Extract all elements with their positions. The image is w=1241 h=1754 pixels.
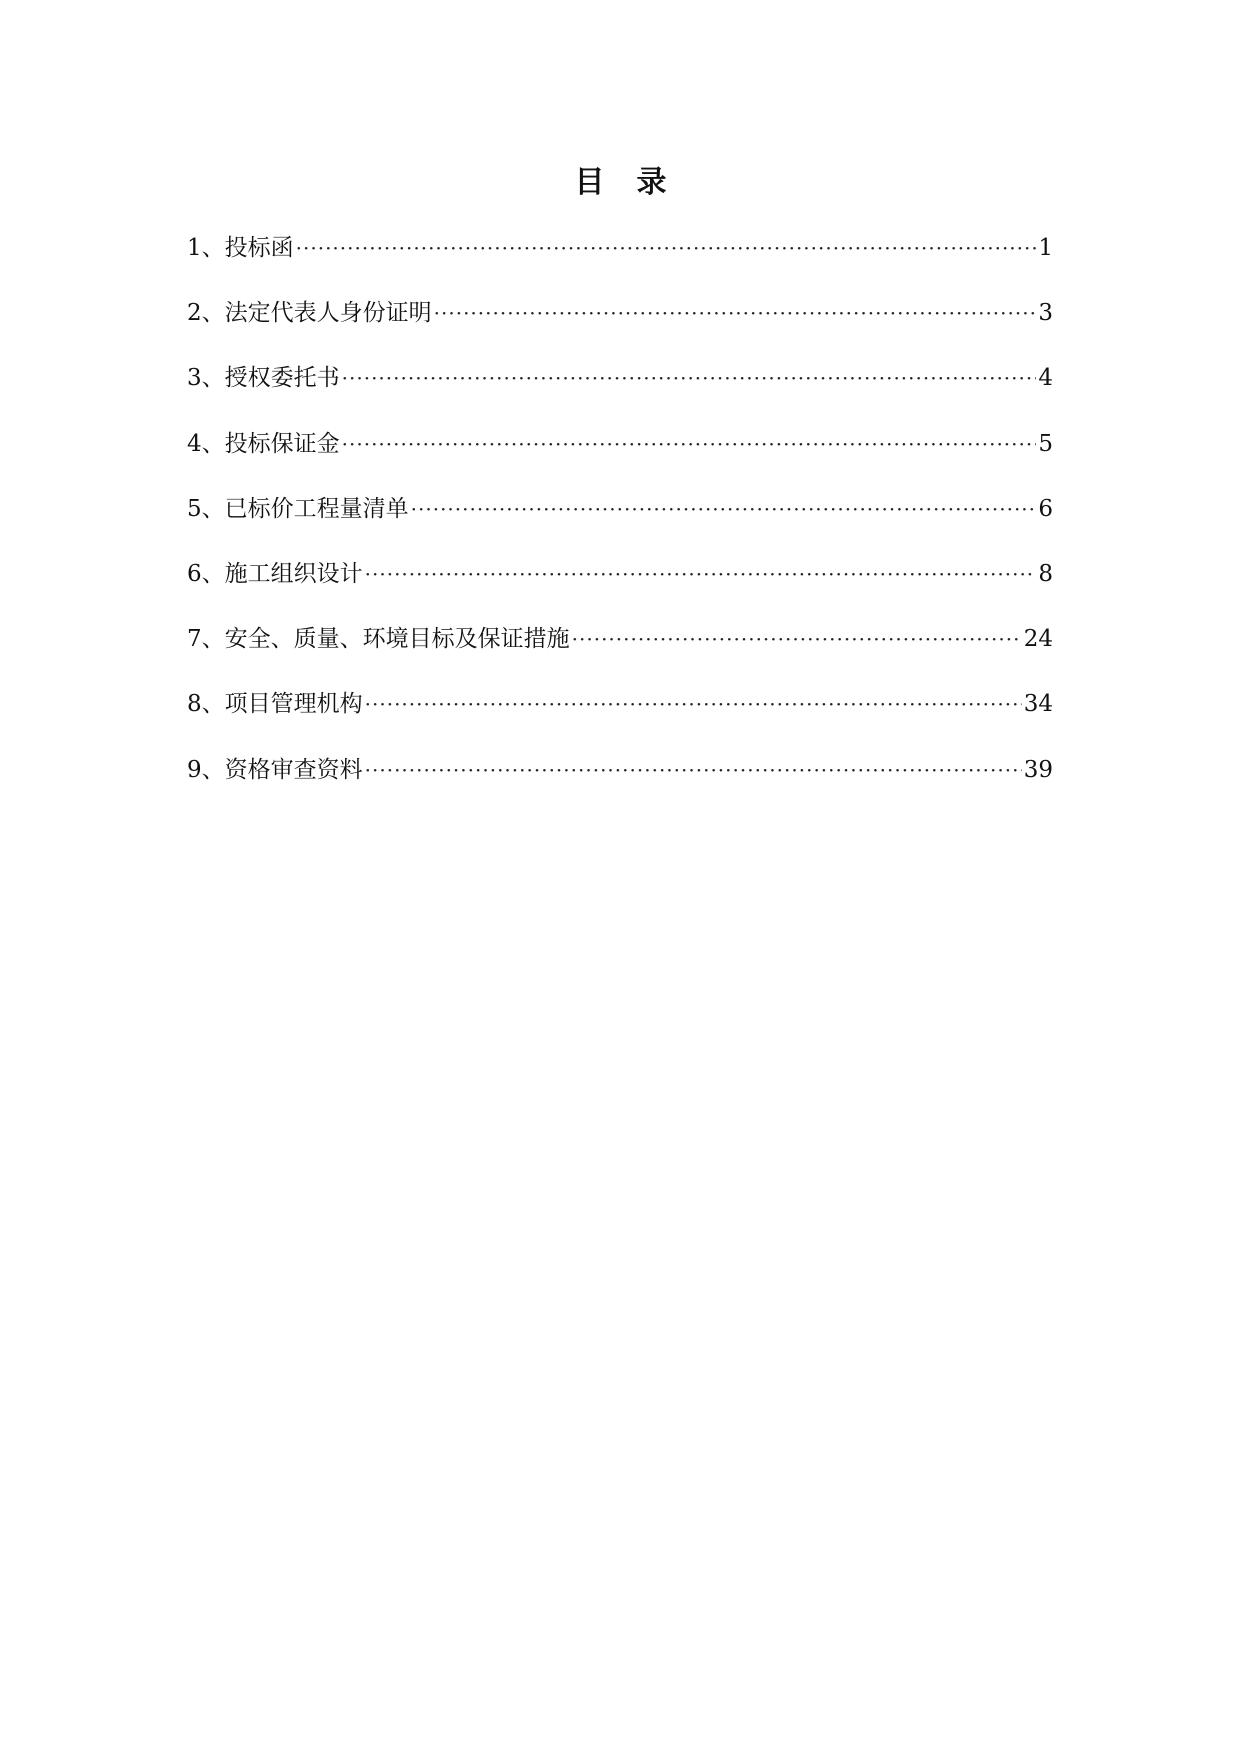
dot-leader <box>342 424 1037 464</box>
toc-entry-page: 34 <box>1023 691 1053 718</box>
toc-entry-label: 1、投标函 <box>187 235 294 261</box>
toc-entry-label: 3、授权委托书 <box>187 365 340 392</box>
dot-leader <box>434 293 1037 333</box>
dot-leader <box>411 489 1037 529</box>
toc-entry[interactable] <box>187 424 1053 489</box>
toc-entry-label: 5、已标价工程量清单 <box>187 495 409 522</box>
dot-leader <box>296 228 1037 268</box>
dot-leader <box>342 358 1037 398</box>
toc-entry-label: 7、安全、质量、环境目标及保证措施 <box>187 626 570 653</box>
dot-leader <box>365 684 1022 724</box>
toc-entry-page: 5 <box>1038 430 1053 457</box>
toc-entry[interactable] <box>187 228 1053 293</box>
toc-entry-label: 9、资格审查资料 <box>187 756 363 783</box>
toc-entry-label: 2、法定代表人身份证明 <box>187 300 432 327</box>
toc-entry-page: 1 <box>1038 235 1053 261</box>
toc-entry[interactable] <box>187 554 1053 619</box>
toc-entry-page: 6 <box>1038 495 1053 522</box>
toc-entry[interactable] <box>187 489 1053 554</box>
toc-entry[interactable] <box>187 684 1053 749</box>
dot-leader <box>365 750 1022 790</box>
toc-title: 目录 <box>574 165 699 200</box>
toc-entry[interactable] <box>187 750 1053 815</box>
toc-entry-page: 8 <box>1038 560 1053 587</box>
toc-entry-page: 24 <box>1023 626 1053 653</box>
toc-entry-page: 3 <box>1038 300 1053 327</box>
toc-entry-label: 8、项目管理机构 <box>187 691 363 718</box>
toc-entry-page: 39 <box>1023 756 1053 783</box>
dot-leader <box>365 554 1037 594</box>
dot-leader <box>572 619 1022 659</box>
toc-entry[interactable] <box>187 293 1053 358</box>
toc-entry-label: 4、投标保证金 <box>187 430 340 457</box>
toc-entry[interactable] <box>187 619 1053 684</box>
toc-entry-page: 4 <box>1038 365 1053 392</box>
toc-entry[interactable] <box>187 358 1053 423</box>
table-of-contents <box>187 228 1053 815</box>
toc-entry-label: 6、施工组织设计 <box>187 560 363 587</box>
